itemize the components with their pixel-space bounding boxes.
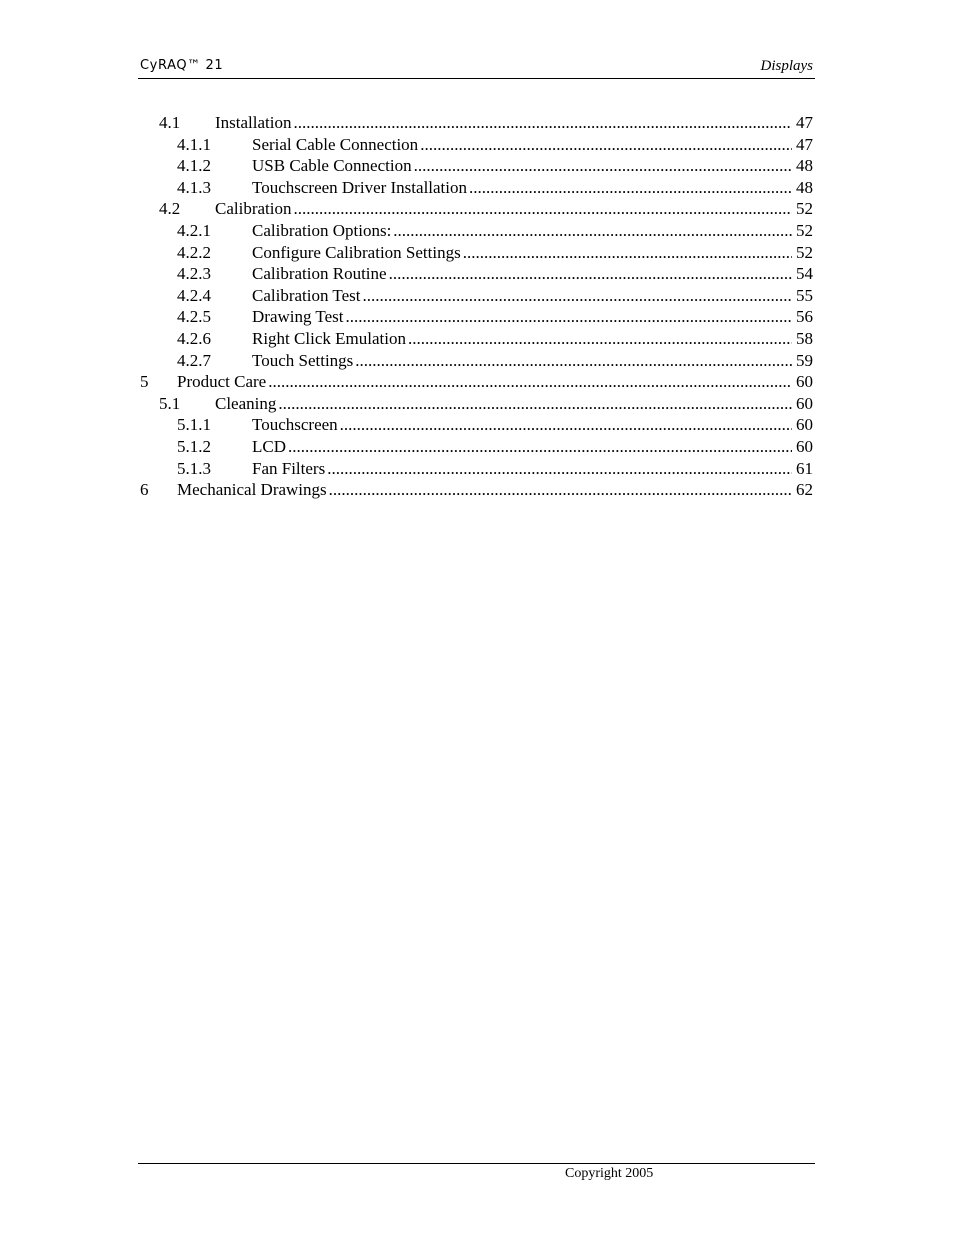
toc-entry-page: 62: [796, 480, 813, 500]
toc-entry[interactable]: [138, 112, 813, 134]
toc-entry-number: 4.2.7: [177, 350, 211, 370]
toc-dot-leader: [293, 198, 792, 220]
toc-entry-line: [252, 242, 813, 264]
toc-entry-page: 60: [796, 393, 813, 413]
toc-entry-page: 52: [796, 199, 813, 219]
toc-entry-number: 4.1.2: [177, 156, 211, 176]
page-header: [138, 56, 815, 79]
toc-entry[interactable]: [138, 328, 813, 350]
toc-entry-line: [252, 134, 813, 156]
toc-dot-leader: [340, 414, 792, 436]
toc-entry-title: Calibration Options:: [252, 220, 392, 240]
toc-dot-leader: [389, 263, 792, 285]
toc-entry-title: Configure Calibration Settings: [252, 242, 461, 262]
toc-entry[interactable]: [138, 414, 813, 436]
toc-entry-title: Cleaning: [215, 393, 277, 413]
toc-dot-leader: [408, 328, 792, 350]
toc-entry-title: Calibration: [215, 199, 292, 219]
toc-entry-line: [215, 112, 813, 134]
toc-dot-leader: [393, 220, 792, 242]
toc-dot-leader: [288, 436, 792, 458]
toc-entry[interactable]: [138, 436, 813, 458]
toc-entry[interactable]: [138, 350, 813, 372]
toc-dot-leader: [363, 285, 792, 307]
toc-entry-title: Calibration Routine: [252, 264, 387, 284]
toc-entry[interactable]: [138, 479, 813, 501]
toc-entry-page: 52: [796, 220, 813, 240]
toc-dot-leader: [414, 155, 792, 177]
toc-entry-title: LCD: [252, 436, 286, 456]
toc-entry-title: Fan Filters: [252, 458, 326, 478]
toc-entry-line: [252, 263, 813, 285]
toc-entry-line: [215, 198, 813, 220]
toc-entry-line: [215, 393, 813, 415]
toc-entry-page: 60: [796, 372, 813, 392]
toc-entry-page: 55: [796, 285, 813, 305]
toc-entry-page: 48: [796, 156, 813, 176]
toc-entry-line: [252, 177, 813, 199]
toc-entry[interactable]: [138, 198, 813, 220]
toc-entry[interactable]: [138, 177, 813, 199]
toc-dot-leader: [268, 371, 792, 393]
toc-dot-leader: [420, 134, 792, 156]
toc-entry-number: 4.2.1: [177, 220, 211, 240]
toc-entry-title: Right Click Emulation: [252, 328, 406, 348]
toc-entry-page: 60: [796, 415, 813, 435]
toc-entry-title: Touch Settings: [252, 350, 354, 370]
toc-entry-title: USB Cable Connection: [252, 156, 412, 176]
header-product-name: CyRAQ™ 21: [140, 58, 224, 73]
toc-entry-line: [177, 479, 813, 501]
toc-entry-number: 4.2: [159, 199, 181, 219]
toc-entry[interactable]: [138, 134, 813, 156]
toc-entry-title: Mechanical Drawings: [177, 480, 327, 500]
toc-entry-number: 4.2.2: [177, 242, 211, 262]
toc-entry[interactable]: [138, 242, 813, 264]
toc-entry-page: 48: [796, 177, 813, 197]
toc-entry-line: [252, 285, 813, 307]
toc-entry-title: Calibration Test: [252, 285, 361, 305]
toc-dot-leader: [355, 350, 792, 372]
toc-entry-number: 5.1.3: [177, 458, 211, 478]
toc-entry-title: Installation: [215, 113, 292, 132]
toc-entry-number: 4.2.4: [177, 285, 211, 305]
toc-entry-number: 5.1.1: [177, 415, 211, 435]
toc-entry-page: 58: [796, 328, 813, 348]
toc-dot-leader: [293, 112, 792, 134]
toc-dot-leader: [346, 306, 792, 328]
toc-entry[interactable]: [138, 220, 813, 242]
toc-entry[interactable]: [138, 155, 813, 177]
toc-entry[interactable]: [138, 458, 813, 480]
toc-dot-leader: [278, 393, 792, 415]
toc-entry-number: 4.2.3: [177, 264, 211, 284]
toc-entry-page: 52: [796, 242, 813, 262]
toc-entry[interactable]: [138, 306, 813, 328]
toc-entry-line: [177, 371, 813, 393]
toc-entry-number: 5: [140, 372, 149, 392]
toc-entry-title: Product Care: [177, 372, 267, 392]
toc-entry-line: [252, 414, 813, 436]
toc-entry-page: 60: [796, 436, 813, 456]
toc-entry-line: [252, 220, 813, 242]
footer-copyright: Copyright 2005: [565, 1166, 654, 1181]
toc-entry-number: 6: [140, 480, 149, 500]
toc-entry-number: 5.1: [159, 393, 181, 413]
toc-entry-number: 4.2.5: [177, 307, 211, 327]
toc-entry-title: Touchscreen Driver Installation: [252, 177, 468, 197]
toc-entry-page: 61: [796, 458, 813, 478]
toc-entry-number: 4.1.3: [177, 177, 211, 197]
toc-entry-page: 54: [796, 264, 813, 284]
footer-rule: [138, 1163, 815, 1164]
toc-entry[interactable]: [138, 285, 813, 307]
toc-entry-line: [252, 458, 813, 480]
toc-entry-page: 47: [796, 113, 813, 132]
toc-dot-leader: [327, 458, 792, 480]
toc-entry-page: 47: [796, 134, 813, 154]
toc-entry-page: 56: [796, 307, 813, 327]
toc-entry-title: Drawing Test: [252, 307, 344, 327]
toc-entry-number: 4.2.6: [177, 328, 211, 348]
toc-entry-title: Touchscreen: [252, 415, 338, 435]
toc-entry-line: [252, 436, 813, 458]
header-section-name: Displays: [760, 58, 813, 74]
toc-entry-page: 59: [796, 350, 813, 370]
toc-entry-number: 5.1.2: [177, 436, 211, 456]
toc-entry-line: [252, 328, 813, 350]
toc-entry-title: Serial Cable Connection: [252, 134, 419, 154]
toc-dot-leader: [329, 479, 792, 501]
toc-dot-leader: [469, 177, 792, 199]
toc-entry[interactable]: [138, 263, 813, 285]
toc-entry-line: [252, 350, 813, 372]
table-of-contents: [138, 112, 813, 501]
toc-dot-leader: [463, 242, 792, 264]
toc-entry[interactable]: [138, 371, 813, 393]
toc-entry-number: 4.1.1: [177, 134, 211, 154]
toc-entry-line: [252, 306, 813, 328]
toc-entry[interactable]: [138, 393, 813, 415]
toc-entry-number: 4.1: [159, 113, 181, 132]
toc-entry-line: [252, 155, 813, 177]
